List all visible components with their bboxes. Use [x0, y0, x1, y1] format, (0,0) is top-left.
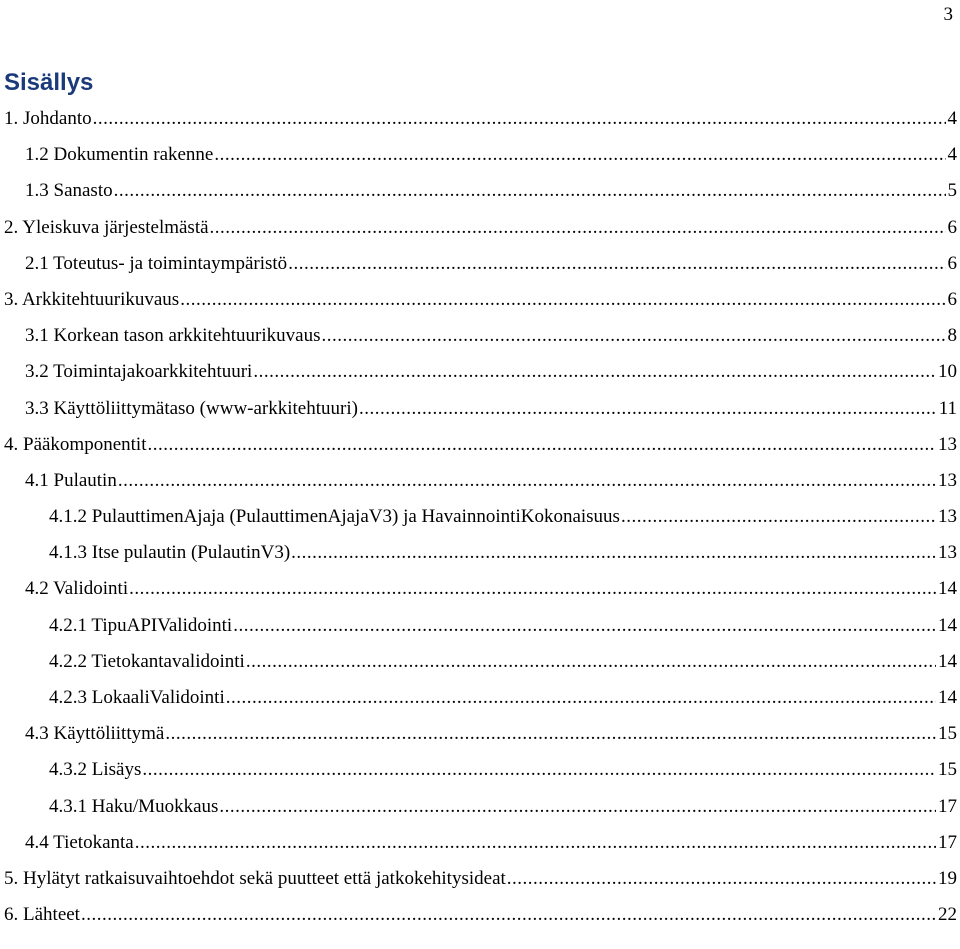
toc-entry-page: 6 [947, 252, 957, 274]
toc-entry[interactable] [0, 101, 957, 137]
toc-entry[interactable] [0, 391, 957, 427]
toc-entry-label: 6. Lähteet [4, 904, 80, 926]
toc-entry[interactable] [0, 499, 957, 535]
toc-entry-page: 14 [938, 578, 957, 600]
toc-entry-label: 4.2.3 LokaaliValidointi [49, 687, 225, 708]
toc-entry[interactable] [0, 571, 957, 607]
toc-entry-label: 4.1.2 PulauttimenAjaja (PulauttimenAjajaV3) ja HavainnointiKokonaisuus [49, 506, 620, 528]
toc-entry[interactable] [0, 789, 957, 825]
toc-entry-page: 13 [938, 506, 957, 528]
toc-dot-leader [114, 173, 946, 209]
toc-entry-label: 4.1 Pulautin [25, 469, 117, 491]
toc-entry-page: 10 [938, 361, 957, 383]
toc-entry-label: 5. Hylätyt ratkaisuvaihtoehdot sekä puutteet että jatkokehitysideat [4, 867, 506, 889]
toc-entry-page: 17 [938, 795, 957, 817]
toc-entry-label: 3.2 Toimintajakoarkkitehtuuri [25, 361, 253, 383]
toc-entry[interactable] [0, 644, 957, 680]
toc-dot-leader [81, 897, 936, 933]
toc-entry-label: 4.1.3 Itse pulautin (PulautinV3) [49, 542, 291, 564]
toc-entry[interactable] [0, 608, 957, 644]
toc-entry-page: 6 [947, 216, 957, 238]
toc-dot-leader [147, 427, 936, 463]
toc-entry-label: 4.3.1 Haku/Muokkaus [49, 795, 219, 817]
toc-title: Sisällys [4, 69, 94, 96]
toc-entry[interactable] [0, 137, 957, 173]
toc-entry-page: 13 [938, 469, 957, 491]
toc-dot-leader [621, 499, 936, 535]
toc-entry[interactable] [0, 752, 957, 788]
toc-dot-leader [180, 282, 945, 318]
toc-entry-label: 1. Johdanto [4, 108, 92, 129]
toc-entry-page: 15 [938, 759, 957, 781]
toc-entry-label: 1.2 Dokumentin rakenne [25, 144, 214, 166]
toc-entry-label: 4.2.2 Tietokantavalidointi [49, 650, 245, 672]
toc-entry-page: 5 [947, 180, 957, 202]
table-of-contents [0, 101, 957, 933]
toc-entry-label: 2. Yleiskuva järjestelmästä [4, 216, 209, 238]
toc-entry-page: 8 [947, 325, 957, 347]
toc-dot-leader [291, 535, 936, 571]
toc-entry-label: 4.3 Käyttöliittymä [25, 723, 165, 745]
toc-entry-page: 15 [938, 723, 957, 745]
toc-entry-page: 4 [947, 108, 957, 129]
toc-dot-leader [253, 354, 936, 390]
toc-dot-leader [142, 752, 936, 788]
toc-entry-label: 3.3 Käyttöliittymätaso (www-arkkitehtuuri) [25, 397, 358, 419]
toc-entry-label: 3. Arkkitehtuurikuvaus [4, 288, 180, 310]
toc-entry[interactable] [0, 861, 957, 897]
toc-dot-leader [165, 716, 936, 752]
toc-entry-label: 4.2 Validointi [25, 578, 129, 600]
toc-dot-leader [359, 391, 937, 427]
toc-entry[interactable] [0, 716, 957, 752]
toc-entry-page: 19 [938, 867, 957, 889]
toc-entry-label: 4. Pääkomponentit [4, 433, 147, 455]
toc-entry-page: 13 [938, 542, 957, 564]
toc-entry-page: 22 [938, 904, 957, 926]
toc-entry-label: 2.1 Toteutus- ja toimintaympäristö [25, 252, 288, 274]
toc-entry[interactable] [0, 173, 957, 209]
toc-entry-label: 4.3.2 Lisäys [49, 759, 142, 781]
toc-entry-label: 1.3 Sanasto [25, 180, 113, 202]
toc-entry[interactable] [0, 354, 957, 390]
toc-entry-page: 14 [938, 687, 957, 708]
toc-dot-leader [288, 246, 945, 282]
toc-entry-page: 13 [938, 433, 957, 455]
toc-entry-label: 4.2.1 TipuAPIValidointi [49, 614, 233, 636]
toc-dot-leader [129, 571, 936, 607]
toc-entry-page: 14 [938, 614, 957, 636]
toc-entry[interactable] [0, 680, 957, 716]
toc-dot-leader [226, 680, 936, 716]
toc-entry[interactable] [0, 825, 957, 861]
toc-entry-page: 6 [947, 288, 957, 310]
toc-entry[interactable] [0, 427, 957, 463]
toc-entry-label: 3.1 Korkean tason arkkitehtuurikuvaus [25, 325, 321, 347]
toc-entry[interactable] [0, 318, 957, 354]
toc-dot-leader [118, 463, 936, 499]
toc-entry-page: 11 [938, 397, 957, 419]
toc-entry[interactable] [0, 282, 957, 318]
toc-dot-leader [219, 789, 936, 825]
toc-dot-leader [135, 825, 936, 861]
toc-dot-leader [210, 210, 946, 246]
toc-entry-page: 14 [938, 650, 957, 672]
toc-dot-leader [93, 101, 946, 137]
toc-entry[interactable] [0, 246, 957, 282]
toc-dot-leader [233, 608, 936, 644]
toc-entry[interactable] [0, 210, 957, 246]
toc-entry-label: 4.4 Tietokanta [25, 831, 134, 853]
toc-entry-page: 4 [947, 144, 957, 166]
toc-dot-leader [321, 318, 945, 354]
toc-entry-page: 17 [938, 831, 957, 853]
toc-entry[interactable] [0, 897, 957, 933]
toc-entry[interactable] [0, 535, 957, 571]
toc-dot-leader [246, 644, 936, 680]
page-number: 3 [943, 4, 953, 25]
toc-entry[interactable] [0, 463, 957, 499]
toc-dot-leader [214, 137, 945, 173]
toc-dot-leader [507, 861, 936, 897]
